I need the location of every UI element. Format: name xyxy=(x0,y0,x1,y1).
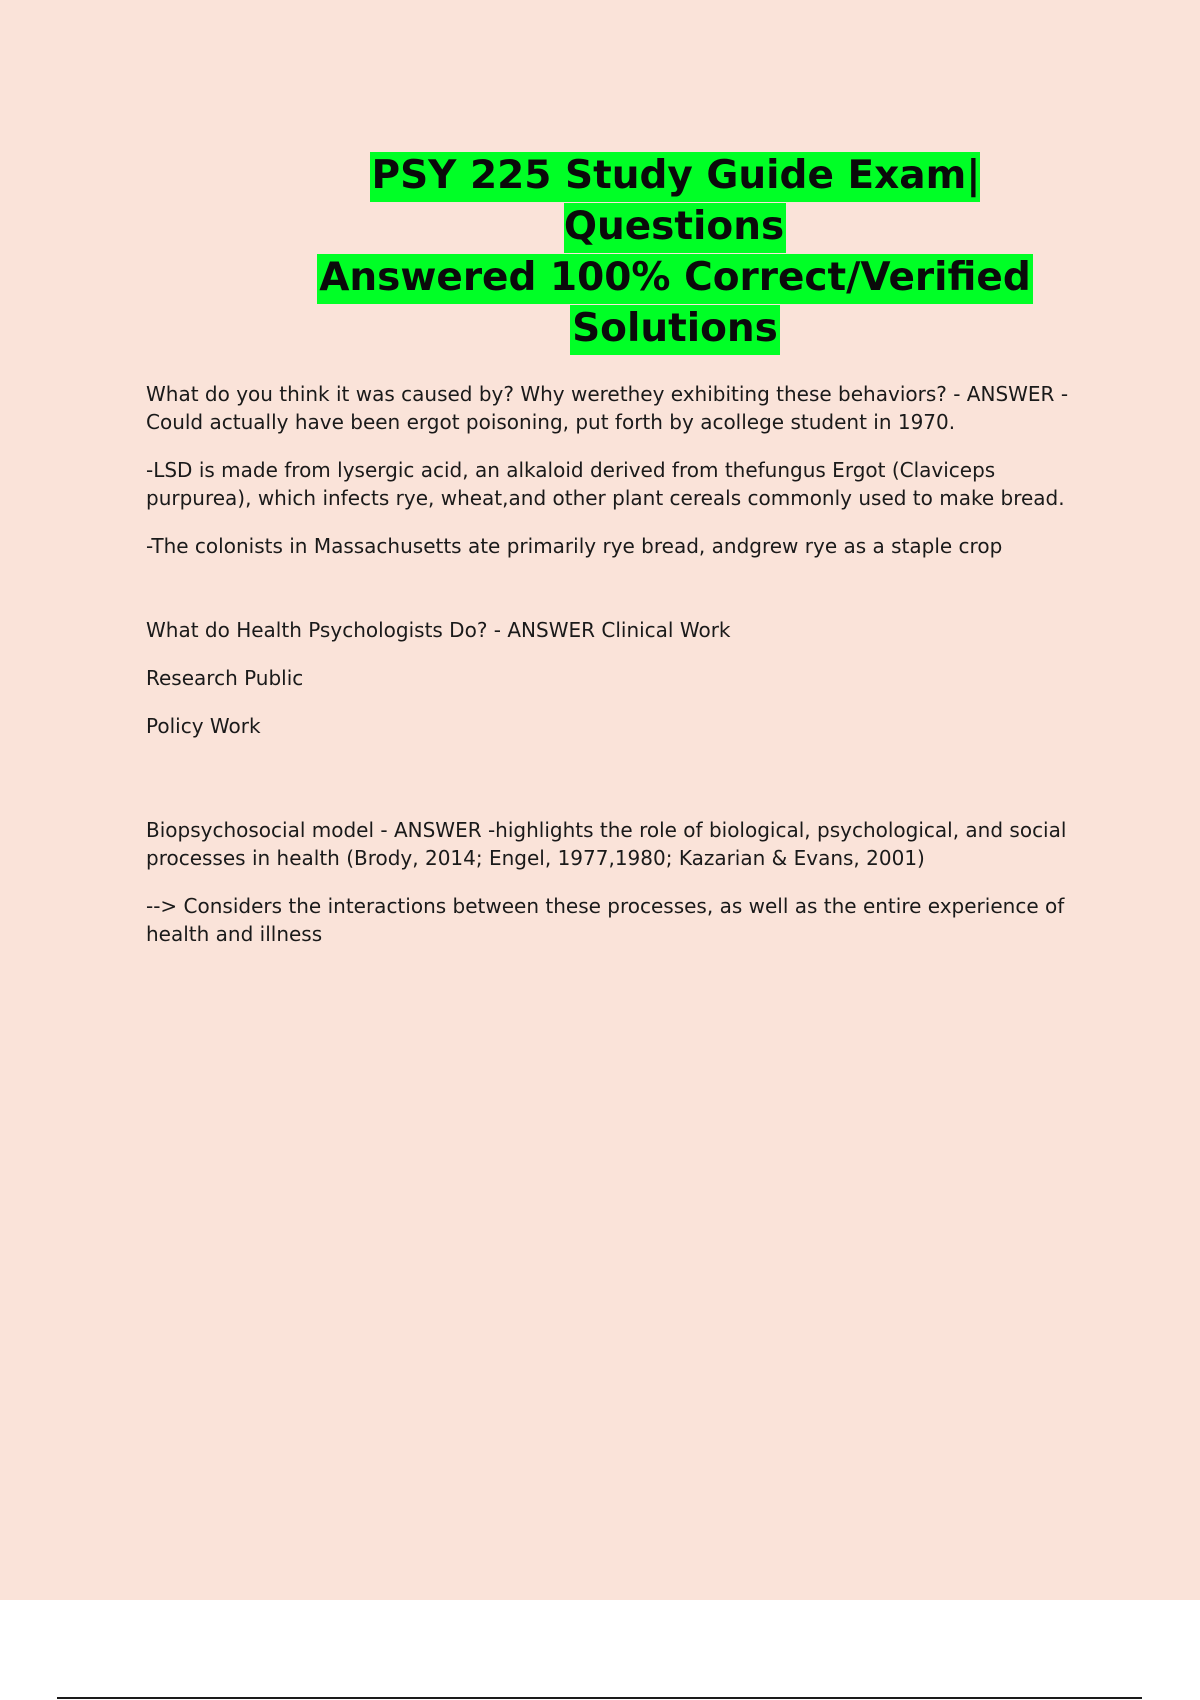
title-line-2 xyxy=(280,252,1070,303)
paragraph-health-psychologists: What do Health Psychologists Do? - ANSWER Clinical Work xyxy=(146,618,731,642)
document-title xyxy=(280,150,1070,354)
paragraph-biopsychosocial: Biopsychosocial model - ANSWER -highlights the role of biological, psychological, and social processes in health (Brody, 2014; Engel, 1977,1980; Kazarian & Evans, 2001) xyxy=(146,818,1067,870)
paragraph-interactions: --> Considers the interactions between these processes, as well as the entire experience of health and illness xyxy=(146,894,1065,946)
title-line-3 xyxy=(280,303,1070,354)
paragraph-ergot-question: What do you think it was caused by? Why werethey exhibiting these behaviors? - ANSWER - Could actually have been ergot poisoning, put forth by acollege student in 1970. xyxy=(146,382,1069,434)
title-line-2-text: Answered 100% Correct/Verified xyxy=(317,254,1033,304)
footer-divider xyxy=(57,1697,1142,1699)
paragraph-research-public: Research Public xyxy=(146,666,304,690)
paragraph-policy-work: Policy Work xyxy=(146,714,261,738)
paragraph-colonists: -The colonists in Massachusetts ate primarily rye bread, andgrew rye as a staple crop xyxy=(146,534,1003,558)
paragraph-lsd: -LSD is made from lysergic acid, an alkaloid derived from thefungus Ergot (Claviceps purpurea), which infects rye, wheat,and other plant cereals commonly used to make bread. xyxy=(146,458,1065,510)
title-line-1-text: PSY 225 Study Guide Exam| Questions xyxy=(370,152,981,253)
document-body xyxy=(146,380,1076,968)
title-line-1 xyxy=(280,150,1070,252)
title-line-3-text: Solutions xyxy=(570,305,780,355)
